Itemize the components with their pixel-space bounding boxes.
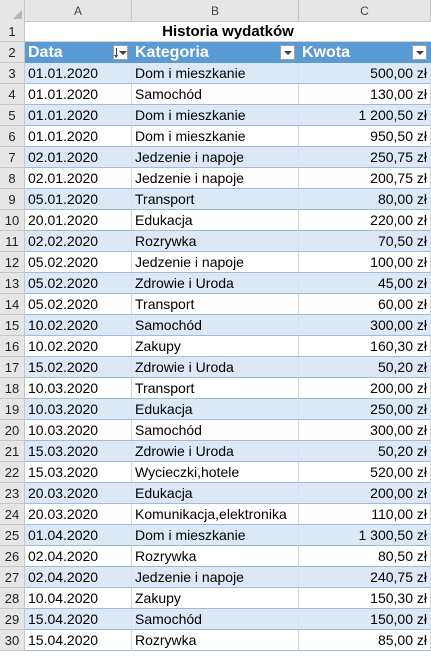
amount-cell[interactable]: 110,00 zł [299, 504, 431, 525]
table-row [0, 441, 431, 462]
row-number[interactable]: 5 [0, 105, 25, 126]
row-number[interactable]: 18 [0, 378, 25, 399]
date-cell[interactable]: 20.03.2020 [25, 504, 132, 525]
category-cell[interactable]: Rozrywka [132, 546, 299, 567]
category-cell[interactable]: Samochód [132, 84, 299, 105]
column-header-c[interactable]: C [299, 0, 431, 21]
row-number[interactable]: 27 [0, 567, 25, 588]
date-cell[interactable]: 10.03.2020 [25, 378, 132, 399]
table-row [0, 504, 431, 525]
table-row [0, 525, 431, 546]
row-number[interactable]: 25 [0, 525, 25, 546]
row-number[interactable]: 22 [0, 462, 25, 483]
date-cell[interactable]: 02.04.2020 [25, 546, 132, 567]
amount-cell[interactable]: 950,50 zł [299, 126, 431, 147]
table-row [0, 189, 431, 210]
sort-ascending-icon [116, 48, 117, 57]
category-cell[interactable]: Jedzenie i napoje [132, 168, 299, 189]
category-cell[interactable]: Samochód [132, 609, 299, 630]
filter-sort-dropdown-date[interactable] [113, 45, 128, 60]
header-label-category: Kategoria [135, 44, 209, 61]
date-cell[interactable]: 10.04.2020 [25, 588, 132, 609]
filter-dropdown-amount[interactable] [412, 45, 427, 60]
table-row [0, 84, 431, 105]
category-cell[interactable]: Zakupy [132, 588, 299, 609]
amount-cell[interactable]: 100,00 zł [299, 252, 431, 273]
table-row [0, 609, 431, 630]
row-number[interactable]: 26 [0, 546, 25, 567]
date-cell[interactable]: 05.02.2020 [25, 294, 132, 315]
table-row [0, 231, 431, 252]
amount-cell[interactable]: 200,00 zł [299, 378, 431, 399]
amount-cell[interactable]: 220,00 zł [299, 210, 431, 231]
amount-cell[interactable]: 70,50 zł [299, 231, 431, 252]
table-row [0, 168, 431, 189]
table-row [0, 588, 431, 609]
row-number[interactable]: 14 [0, 294, 25, 315]
category-cell[interactable]: Samochód [132, 420, 299, 441]
date-cell[interactable]: 02.02.2020 [25, 231, 132, 252]
date-cell[interactable]: 20.01.2020 [25, 210, 132, 231]
amount-cell[interactable]: 50,20 zł [299, 357, 431, 378]
table-row [0, 567, 431, 588]
row-number[interactable]: 29 [0, 609, 25, 630]
row-number[interactable]: 2 [0, 42, 25, 63]
date-cell[interactable]: 05.02.2020 [25, 252, 132, 273]
row-number[interactable]: 16 [0, 336, 25, 357]
table-row [0, 357, 431, 378]
table-title[interactable]: Historia wydatków [25, 21, 431, 42]
date-cell[interactable]: 15.04.2020 [25, 609, 132, 630]
date-cell[interactable]: 01.01.2020 [25, 105, 132, 126]
date-cell[interactable]: 10.03.2020 [25, 399, 132, 420]
category-cell[interactable]: Dom i mieszkanie [132, 126, 299, 147]
row-number[interactable]: 23 [0, 483, 25, 504]
category-cell[interactable]: Transport [132, 189, 299, 210]
amount-cell[interactable]: 300,00 zł [299, 315, 431, 336]
row-number[interactable]: 11 [0, 231, 25, 252]
category-cell[interactable]: Dom i mieszkanie [132, 525, 299, 546]
sheet-row-2 [0, 42, 431, 63]
date-cell[interactable]: 10.02.2020 [25, 315, 132, 336]
table-row [0, 483, 431, 504]
category-cell[interactable]: Jedzenie i napoje [132, 567, 299, 588]
category-cell[interactable]: Rozrywka [132, 630, 299, 651]
row-number[interactable]: 1 [0, 21, 25, 42]
dropdown-arrow-icon [119, 51, 127, 55]
date-cell[interactable]: 15.03.2020 [25, 441, 132, 462]
date-cell[interactable]: 10.03.2020 [25, 420, 132, 441]
category-cell[interactable]: Jedzenie i napoje [132, 252, 299, 273]
table-row [0, 546, 431, 567]
amount-cell[interactable]: 200,75 zł [299, 168, 431, 189]
date-cell[interactable]: 15.04.2020 [25, 630, 132, 651]
category-cell[interactable]: Zdrowie i Uroda [132, 273, 299, 294]
table-row [0, 252, 431, 273]
table-row [0, 126, 431, 147]
table-row [0, 378, 431, 399]
amount-cell[interactable]: 200,00 zł [299, 483, 431, 504]
category-cell[interactable]: Dom i mieszkanie [132, 63, 299, 84]
table-row [0, 294, 431, 315]
date-cell[interactable]: 05.02.2020 [25, 273, 132, 294]
row-number[interactable]: 12 [0, 252, 25, 273]
amount-cell[interactable]: 150,30 zł [299, 588, 431, 609]
column-headers [0, 0, 431, 22]
amount-cell[interactable]: 1 200,50 zł [299, 105, 431, 126]
category-cell[interactable]: Transport [132, 378, 299, 399]
date-cell[interactable]: 02.04.2020 [25, 567, 132, 588]
date-cell[interactable]: 01.01.2020 [25, 126, 132, 147]
amount-cell[interactable]: 150,00 zł [299, 609, 431, 630]
amount-cell[interactable]: 300,00 zł [299, 420, 431, 441]
date-cell[interactable]: 15.03.2020 [25, 462, 132, 483]
dropdown-arrow-icon [284, 51, 292, 55]
filter-dropdown-category[interactable] [280, 45, 295, 60]
row-number[interactable]: 15 [0, 315, 25, 336]
date-cell[interactable]: 01.04.2020 [25, 525, 132, 546]
date-cell[interactable]: 02.01.2020 [25, 168, 132, 189]
table-row [0, 462, 431, 483]
row-number[interactable]: 7 [0, 147, 25, 168]
date-cell[interactable]: 05.01.2020 [25, 189, 132, 210]
amount-cell[interactable]: 1 300,50 zł [299, 525, 431, 546]
date-cell[interactable]: 02.01.2020 [25, 147, 132, 168]
header-cell-amount[interactable] [299, 42, 431, 63]
header-label-date: Data [28, 44, 63, 61]
amount-cell[interactable]: 130,00 zł [299, 84, 431, 105]
amount-cell[interactable]: 80,00 zł [299, 189, 431, 210]
row-number[interactable]: 28 [0, 588, 25, 609]
amount-cell[interactable]: 60,00 zł [299, 294, 431, 315]
table-row [0, 63, 431, 84]
row-number[interactable]: 19 [0, 399, 25, 420]
category-cell[interactable]: Zakupy [132, 336, 299, 357]
table-row [0, 210, 431, 231]
row-number[interactable]: 13 [0, 273, 25, 294]
select-all-corner[interactable] [0, 0, 25, 21]
sheet-row-1 [0, 21, 431, 42]
amount-cell[interactable]: 45,00 zł [299, 273, 431, 294]
row-number[interactable]: 3 [0, 63, 25, 84]
category-cell[interactable]: Edukacja [132, 210, 299, 231]
row-number[interactable]: 24 [0, 504, 25, 525]
category-cell[interactable]: Dom i mieszkanie [132, 105, 299, 126]
category-cell[interactable]: Transport [132, 294, 299, 315]
table-row [0, 105, 431, 126]
amount-cell[interactable]: 240,75 zł [299, 567, 431, 588]
table-row [0, 147, 431, 168]
row-number[interactable]: 4 [0, 84, 25, 105]
category-cell[interactable]: Zdrowie i Uroda [132, 441, 299, 462]
category-cell[interactable]: Wycieczki,hotele [132, 462, 299, 483]
dropdown-arrow-icon [416, 51, 424, 55]
date-cell[interactable]: 15.02.2020 [25, 357, 132, 378]
column-header-b[interactable]: B [132, 0, 299, 21]
amount-cell[interactable]: 80,50 zł [299, 546, 431, 567]
table-row [0, 399, 431, 420]
table-row [0, 315, 431, 336]
category-cell[interactable]: Edukacja [132, 483, 299, 504]
table-row [0, 420, 431, 441]
row-number[interactable]: 30 [0, 630, 25, 651]
column-header-a[interactable]: A [25, 0, 132, 21]
date-cell[interactable]: 20.03.2020 [25, 483, 132, 504]
amount-cell[interactable]: 160,30 zł [299, 336, 431, 357]
header-label-amount: Kwota [302, 44, 350, 61]
amount-cell[interactable]: 250,00 zł [299, 399, 431, 420]
amount-cell[interactable]: 85,00 zł [299, 630, 431, 651]
category-cell[interactable]: Edukacja [132, 399, 299, 420]
amount-cell[interactable]: 500,00 zł [299, 63, 431, 84]
row-number[interactable]: 17 [0, 357, 25, 378]
table-row [0, 336, 431, 357]
category-cell[interactable]: Rozrywka [132, 231, 299, 252]
table-row [0, 273, 431, 294]
amount-cell[interactable]: 50,20 zł [299, 441, 431, 462]
date-cell[interactable]: 10.02.2020 [25, 336, 132, 357]
amount-cell[interactable]: 250,75 zł [299, 147, 431, 168]
row-number[interactable]: 20 [0, 420, 25, 441]
category-cell[interactable]: Samochód [132, 315, 299, 336]
date-cell[interactable]: 01.01.2020 [25, 63, 132, 84]
header-cell-category[interactable] [132, 42, 299, 63]
category-cell[interactable]: Jedzenie i napoje [132, 147, 299, 168]
row-number[interactable]: 10 [0, 210, 25, 231]
select-all-icon [13, 10, 22, 19]
category-cell[interactable]: Zdrowie i Uroda [132, 357, 299, 378]
table-row [0, 630, 431, 651]
row-number[interactable]: 6 [0, 126, 25, 147]
row-number[interactable]: 8 [0, 168, 25, 189]
header-cell-date[interactable] [25, 42, 132, 63]
row-number[interactable]: 9 [0, 189, 25, 210]
amount-cell[interactable]: 520,00 zł [299, 462, 431, 483]
date-cell[interactable]: 01.01.2020 [25, 84, 132, 105]
row-number[interactable]: 21 [0, 441, 25, 462]
category-cell[interactable]: Komunikacja,elektronika [132, 504, 299, 525]
